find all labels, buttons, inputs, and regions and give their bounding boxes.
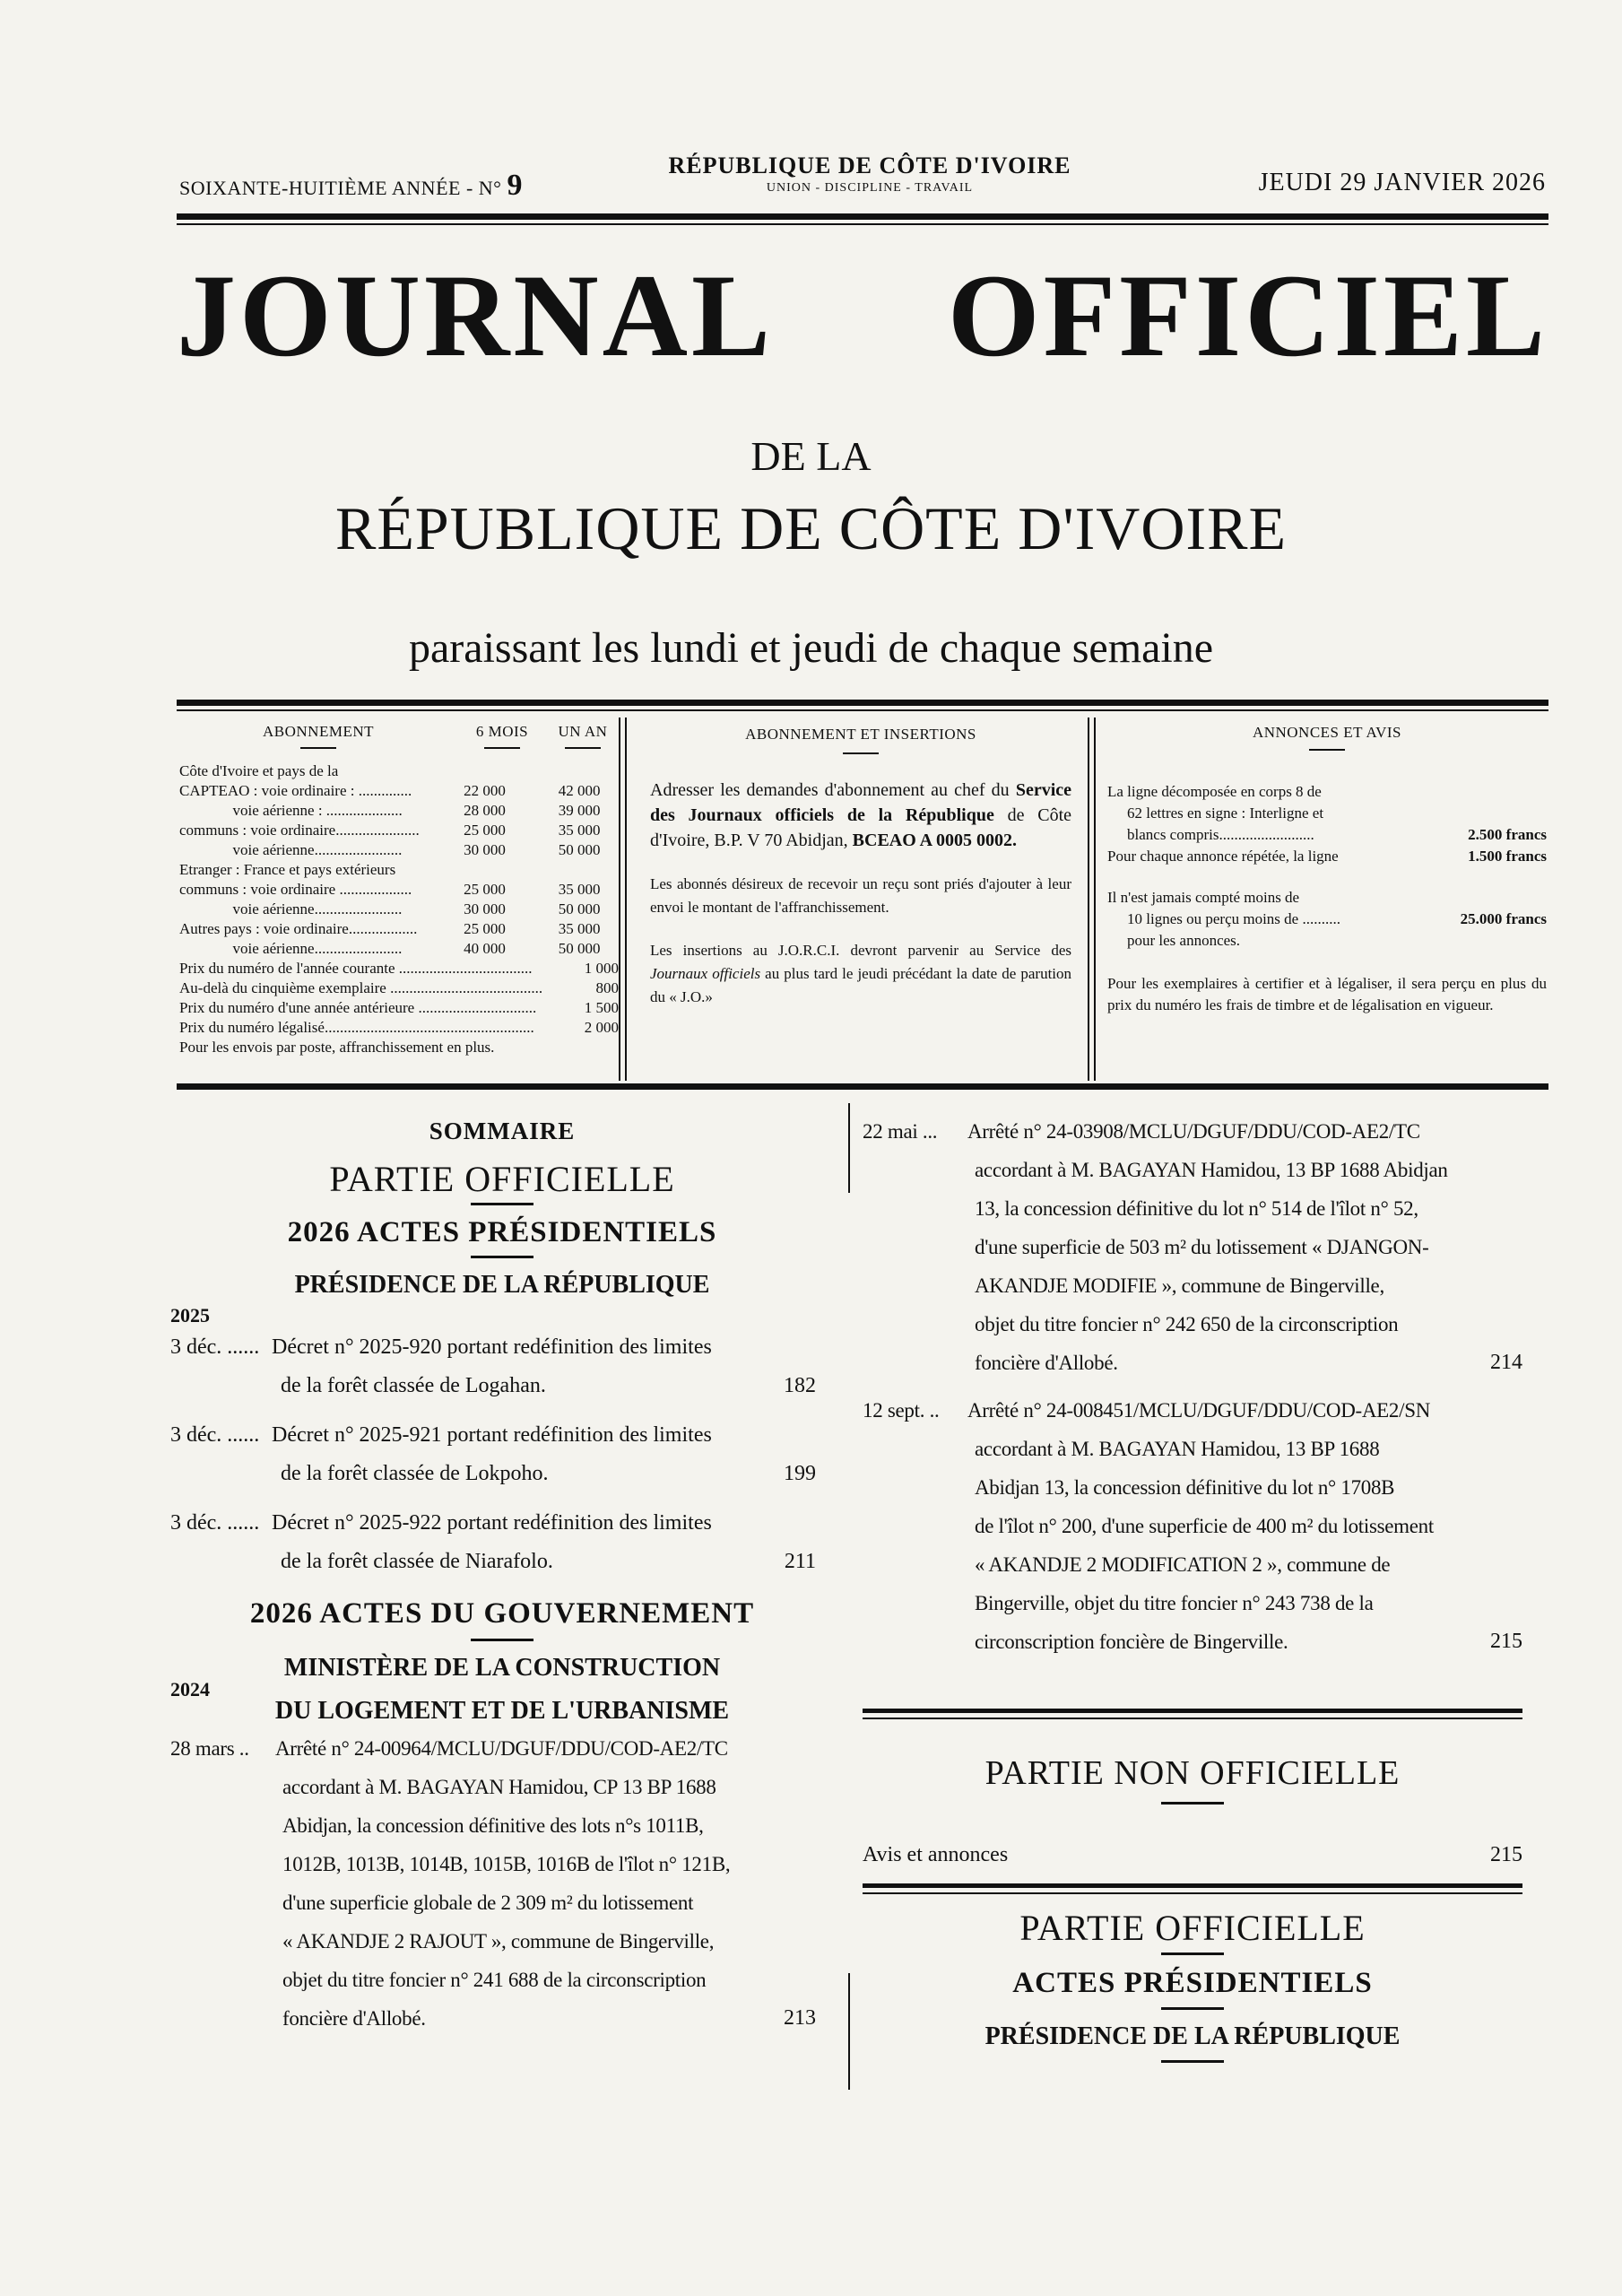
- partie-non-officielle-heading: PARTIE NON OFFICIELLE: [984, 1754, 1401, 1792]
- abonnement-row-label: Etranger : France et pays extérieurs: [179, 861, 396, 878]
- abonnement-6mois-value: 25 000: [464, 822, 506, 839]
- arrete-entry-3: [863, 1391, 1522, 1661]
- masthead-word-2: OFFICIEL: [947, 249, 1548, 381]
- annonces-line-2: 62 lettres en signe : Interligne et: [1127, 804, 1324, 822]
- insertions-title-text: ABONNEMENT ET INSERTIONS: [745, 726, 976, 743]
- price-value: 800: [595, 979, 619, 996]
- sommaire-title: SOMMAIRE: [429, 1118, 576, 1144]
- issue-number: 9: [507, 169, 523, 202]
- annonces-line-5: Il n'est jamais compté moins de: [1107, 889, 1300, 906]
- insertions-para-1: [650, 778, 1071, 853]
- abonnement-prices: [179, 959, 619, 1038]
- issue-date: JEUDI 29 JANVIER 2026: [1258, 169, 1546, 196]
- price-row: [179, 959, 619, 978]
- annonces-line-3-text: blancs compris.........................: [1127, 826, 1314, 843]
- abonnement-title-text: ABONNEMENT: [263, 723, 374, 740]
- insertions-p3-start: Les insertions au J.O.R.C.I. devront parvenir au Service des: [650, 942, 1071, 959]
- box-bottom-rule: [177, 1083, 1548, 1090]
- arrete-line: accordant à M. BAGAYAN Hamidou, 13 BP 1688 Abidjan: [975, 1159, 1448, 1181]
- avis-page: 215: [1490, 1843, 1522, 1866]
- arrete-entry-2: [863, 1112, 1522, 1382]
- abonnement-footer: Pour les envois par poste, affranchissement en plus.: [179, 1039, 495, 1056]
- decrees-list: [170, 1328, 834, 1581]
- abonnement-6mois-value: 30 000: [464, 900, 506, 918]
- arrete-line: de l'îlot n° 200, d'une superficie de 400 m² du lotissement: [975, 1515, 1434, 1537]
- decree-page: 211: [784, 1550, 816, 1573]
- box-divider-1: [619, 718, 620, 1081]
- arrete-page: 215: [1490, 1630, 1522, 1653]
- arrete-page: 213: [784, 2006, 816, 2030]
- abonnement-unan-value: 35 000: [558, 822, 601, 839]
- abonnement-6mois-value: 25 000: [464, 920, 506, 937]
- presidence-heading: PRÉSIDENCE DE LA RÉPUBLIQUE: [294, 1271, 710, 1299]
- header-rule: [177, 213, 1548, 220]
- heading-underline: [1161, 1802, 1224, 1805]
- heading-underline: [471, 1256, 533, 1258]
- abonnement-row: [179, 860, 619, 880]
- insertions-p3-italic: Journaux officiels: [650, 965, 761, 982]
- heading-underline: [471, 1639, 533, 1641]
- insertions-p1-start: Adresser les demandes d'abonnement au chef du: [650, 780, 1010, 800]
- annonces-box: [1107, 722, 1547, 1016]
- actes-presidentiels-heading: 2026 ACTES PRÉSIDENTIELS: [287, 1216, 717, 1248]
- arrete-line: Arrêté n° 24-008451/MCLU/DGUF/DDU/COD-AE2/SN: [967, 1399, 1431, 1422]
- price-row: [179, 1018, 619, 1038]
- sommaire-right-column: [863, 1112, 1522, 1661]
- abonnement-unan-value: [559, 860, 619, 880]
- republic-small: RÉPUBLIQUE DE CÔTE D'IVOIRE: [668, 152, 1071, 178]
- abonnement-row-label: CAPTEAO : voie ordinaire : ..............: [179, 782, 412, 799]
- ministere-heading-1: MINISTÈRE DE LA CONSTRUCTION: [283, 1654, 721, 1682]
- abonnement-6mois-value: 28 000: [464, 802, 506, 819]
- arrete-line: objet du titre foncier n° 242 650 de la circonscription: [975, 1313, 1399, 1335]
- decree-text: [170, 1328, 834, 1405]
- abonnement-row-label: communs : voie ordinaire......................: [179, 822, 420, 839]
- partie-rule: [863, 1883, 1522, 1888]
- decree-entry: [170, 1416, 834, 1493]
- col-6mois: [457, 722, 547, 749]
- abonnement-row-label: Autres pays : voie ordinaire..................: [179, 920, 418, 937]
- abonnement-row: [179, 900, 619, 919]
- partie-officielle-block: [863, 1906, 1522, 2072]
- abonnement-6mois-value: 25 000: [464, 881, 506, 898]
- arrete-line: objet du titre foncier n° 241 688 de la circonscription: [282, 1969, 707, 1991]
- avis-annonces-entry: [863, 1836, 1522, 1874]
- publication-frequency: paraissant les lundi et jeudi de chaque semaine: [408, 624, 1214, 672]
- abonnement-row: [179, 840, 619, 860]
- col-unan-text: UN AN: [558, 723, 608, 740]
- heading-underline: [1161, 2007, 1224, 2010]
- year-2025: 2025: [170, 1304, 210, 1326]
- arrete-text: [863, 1391, 1522, 1661]
- non-officielle-rule-thin: [863, 1718, 1522, 1719]
- abonnement-row-label: voie aérienne.......................: [179, 900, 403, 918]
- abonnement-row-label: voie aérienne.......................: [179, 940, 403, 957]
- annonces-line-7: pour les annonces.: [1127, 932, 1241, 949]
- abonnement-title: [179, 722, 457, 749]
- insertions-p1-bold: Service des Journaux officiels de la République: [650, 780, 1072, 825]
- arrete-text: [170, 1729, 834, 2038]
- arrete-line: « AKANDJE 2 MODIFICATION 2 », commune de: [975, 1553, 1391, 1576]
- decree-date: 3 déc. ......: [170, 1335, 260, 1359]
- decree-entry: [170, 1504, 834, 1581]
- insertions-para-3: [650, 939, 1071, 1009]
- abonnement-row: [179, 801, 619, 821]
- avis-label: Avis et annonces: [863, 1843, 1009, 1866]
- price-row: [179, 998, 619, 1018]
- abonnement-row: [179, 781, 619, 801]
- decree-page: 182: [784, 1374, 816, 1397]
- price-value: 2 000: [584, 1019, 619, 1036]
- decree-line-1: Décret n° 2025-921 portant redéfinition des limites: [272, 1423, 712, 1447]
- masthead-de-la: DE LA: [750, 433, 872, 479]
- arrete-line: 13, la concession définitive du lot n° 514 de l'îlot n° 52,: [975, 1197, 1418, 1220]
- arrete-line: accordant à M. BAGAYAN Hamidou, CP 13 BP 1688: [282, 1776, 716, 1798]
- partie-rule-thin: [863, 1892, 1522, 1894]
- box-top-rule-thin: [177, 709, 1548, 711]
- insertions-para-2: Les abonnés désireux de recevoir un reçu sont priés d'ajouter à leur envoi le montant de l'affranchissement.: [650, 875, 1071, 916]
- decree-line-2: de la forêt classée de Niarafolo.: [281, 1550, 553, 1573]
- insertions-box: [650, 722, 1071, 1009]
- arrete-line: Abidjan, la concession définitive des lots n°s 1011B,: [282, 1814, 704, 1837]
- presidence-heading-2: PRÉSIDENCE DE LA RÉPUBLIQUE: [984, 2022, 1401, 2050]
- masthead-word-1: JOURNAL: [177, 249, 775, 381]
- abonnement-6mois-value: 40 000: [464, 940, 506, 957]
- ministere-heading-2: DU LOGEMENT ET DE L'URBANISME: [274, 1697, 730, 1725]
- annonces-line-4-text: Pour chaque annonce répétée, la ligne: [1107, 848, 1339, 865]
- motto: UNION - DISCIPLINE - TRAVAIL: [766, 181, 974, 195]
- price-label: Prix du numéro d'une année antérieure ...............................: [179, 999, 537, 1016]
- abonnement-row-label: voie aérienne.......................: [179, 841, 403, 858]
- col-6mois-text: 6 MOIS: [475, 723, 529, 740]
- abonnement-unan-value: 35 000: [558, 920, 601, 937]
- arrete-line: foncière d'Allobé.: [282, 2007, 426, 2030]
- abonnement-box: [179, 722, 619, 1057]
- annonces-line-3: [1107, 824, 1547, 846]
- masthead-title: [177, 247, 1548, 384]
- abonnement-row-label: communs : voie ordinaire ...................: [179, 881, 412, 898]
- arrete-line: Bingerville, objet du titre foncier n° 243 738 de la: [975, 1592, 1374, 1614]
- price-label: Au-delà du cinquième exemplaire ........................................: [179, 979, 543, 996]
- sommaire-left-column: [170, 1112, 834, 2038]
- annonces-price-1: 2.500 francs: [1468, 826, 1547, 843]
- annonces-price-3: 25.000 francs: [1460, 910, 1547, 927]
- box-divider-1b: [625, 718, 627, 1081]
- arrete-line: Abidjan 13, la concession définitive du lot n° 1708B: [975, 1476, 1395, 1499]
- abonnement-unan-value: 50 000: [558, 841, 601, 858]
- arrete-entry-1: [170, 1729, 834, 2038]
- decree-line-1: Décret n° 2025-920 portant redéfinition des limites: [272, 1335, 712, 1359]
- box-divider-2: [1088, 718, 1089, 1081]
- insertions-p1-mid: de Côte d'Ivoire, B.P. V 70 Abidjan,: [650, 805, 1072, 850]
- decree-date: 3 déc. ......: [170, 1511, 260, 1535]
- arrete-date: 12 sept. ..: [863, 1399, 940, 1422]
- abonnement-row: [179, 939, 619, 959]
- abonnement-row: [179, 880, 619, 900]
- annonces-line-6: [1107, 909, 1547, 930]
- abonnement-6mois-value: [464, 860, 559, 880]
- year-text: SOIXANTE-HUITIÈME ANNÉE - N°: [179, 177, 502, 199]
- abonnement-unan-value: 39 000: [558, 802, 601, 819]
- arrete-line: circonscription foncière de Bingerville.: [975, 1631, 1288, 1653]
- arrete-line: Arrêté n° 24-03908/MCLU/DGUF/DDU/COD-AE2/TC: [967, 1120, 1420, 1143]
- masthead-republic: RÉPUBLIQUE DE CÔTE D'IVOIRE: [334, 494, 1288, 562]
- partie-officielle-heading: PARTIE OFFICIELLE: [329, 1159, 675, 1199]
- abonnement-6mois-value: 30 000: [464, 841, 506, 858]
- insertions-title: [650, 722, 1071, 754]
- non-officielle-rule: [863, 1709, 1522, 1713]
- abonnement-rows: [179, 781, 619, 959]
- actes-presidentiels-heading-2: ACTES PRÉSIDENTIELS: [1012, 1967, 1373, 1999]
- abonnement-unan-value: 50 000: [558, 940, 601, 957]
- arrete-line: AKANDJE MODIFIE », commune de Bingerville,: [975, 1274, 1384, 1297]
- heading-underline: [1161, 2060, 1224, 2063]
- annonces-line-1: La ligne décomposée en corps 8 de: [1107, 783, 1322, 800]
- abonnement-unan-value: 50 000: [558, 900, 601, 918]
- annonces-line-4: [1107, 846, 1547, 867]
- arrete-line: accordant à M. BAGAYAN Hamidou, 13 BP 1688: [975, 1438, 1380, 1460]
- decree-date: 3 déc. ......: [170, 1423, 260, 1447]
- arrete-date: 22 mai ...: [863, 1120, 938, 1143]
- abonnement-intro: Côte d'Ivoire et pays de la: [179, 762, 339, 779]
- annonces-line-6-text: 10 lignes ou perçu moins de ..........: [1127, 910, 1340, 927]
- partie-officielle-heading-2: PARTIE OFFICIELLE: [1019, 1908, 1366, 1948]
- heading-underline-wrap: [863, 1796, 1522, 1813]
- box-top-rule: [177, 700, 1548, 706]
- price-row: [179, 978, 619, 998]
- arrete-line: d'une superficie de 503 m² du lotissement « DJANGON-: [975, 1236, 1429, 1258]
- column-divider-bottom: [848, 1973, 850, 2090]
- actes-gouvernement-heading: 2026 ACTES DU GOUVERNEMENT: [249, 1597, 755, 1630]
- arrete-page: 214: [1490, 1351, 1522, 1374]
- arrete-line: d'une superficie globale de 2 309 m² du lotissement: [282, 1892, 694, 1914]
- decree-line-2: de la forêt classée de Lokpoho.: [281, 1462, 549, 1485]
- price-label: Prix du numéro légalisé.......................................................: [179, 1019, 534, 1036]
- abonnement-row: [179, 919, 619, 939]
- header-republic: [628, 152, 1112, 196]
- abonnement-row: [179, 821, 619, 840]
- decree-entry: [170, 1328, 834, 1405]
- header-rule-thin: [177, 223, 1548, 225]
- arrete-date: 28 mars ..: [170, 1737, 249, 1760]
- arrete-text: [863, 1112, 1522, 1382]
- heading-underline: [471, 1203, 533, 1205]
- annonces-line-8: Pour les exemplaires à certifier et à légaliser, il sera perçu en plus du prix du numéro les frais de timbre et de légalisation en vigueur.: [1107, 975, 1547, 1013]
- abonnement-row-label: voie aérienne : ....................: [179, 802, 403, 819]
- arrete-line: 1012B, 1013B, 1014B, 1015B, 1016B de l'îlot n° 121B,: [282, 1853, 731, 1875]
- arrete-line: foncière d'Allobé.: [975, 1352, 1118, 1374]
- arrete-line: « AKANDJE 2 RAJOUT », commune de Bingerville,: [282, 1930, 715, 1952]
- price-value: 1 500: [584, 999, 619, 1016]
- annonces-title-text: ANNONCES ET AVIS: [1252, 724, 1402, 741]
- decree-page: 199: [784, 1462, 816, 1485]
- abonnement-6mois-value: 22 000: [464, 782, 506, 799]
- decree-text: [170, 1504, 834, 1581]
- year-2024: 2024: [170, 1678, 210, 1700]
- insertions-p1-bold2: BCEAO A 0005 0002.: [852, 831, 1018, 850]
- issue-info: [179, 169, 523, 203]
- arrete-line: Arrêté n° 24-00964/MCLU/DGUF/DDU/COD-AE2/TC: [275, 1737, 728, 1760]
- box-divider-2b: [1094, 718, 1096, 1081]
- col-unan: [547, 722, 619, 749]
- decree-line-2: de la forêt classée de Logahan.: [281, 1374, 546, 1397]
- decree-line-1: Décret n° 2025-922 portant redéfinition des limites: [272, 1511, 712, 1535]
- abonnement-unan-value: 42 000: [558, 782, 601, 799]
- decree-text: [170, 1416, 834, 1493]
- annonces-title: [1107, 722, 1547, 751]
- column-divider-top: [848, 1103, 850, 1193]
- heading-underline: [1161, 1952, 1224, 1955]
- abonnement-unan-value: 35 000: [558, 881, 601, 898]
- price-label: Prix du numéro de l'année courante ...................................: [179, 960, 533, 977]
- insertions-p3-end: au plus tard le jeudi précédant la date de parution du « J.O.»: [650, 965, 1072, 1005]
- price-value: 1 000: [584, 960, 619, 977]
- annonces-price-2: 1.500 francs: [1468, 848, 1547, 865]
